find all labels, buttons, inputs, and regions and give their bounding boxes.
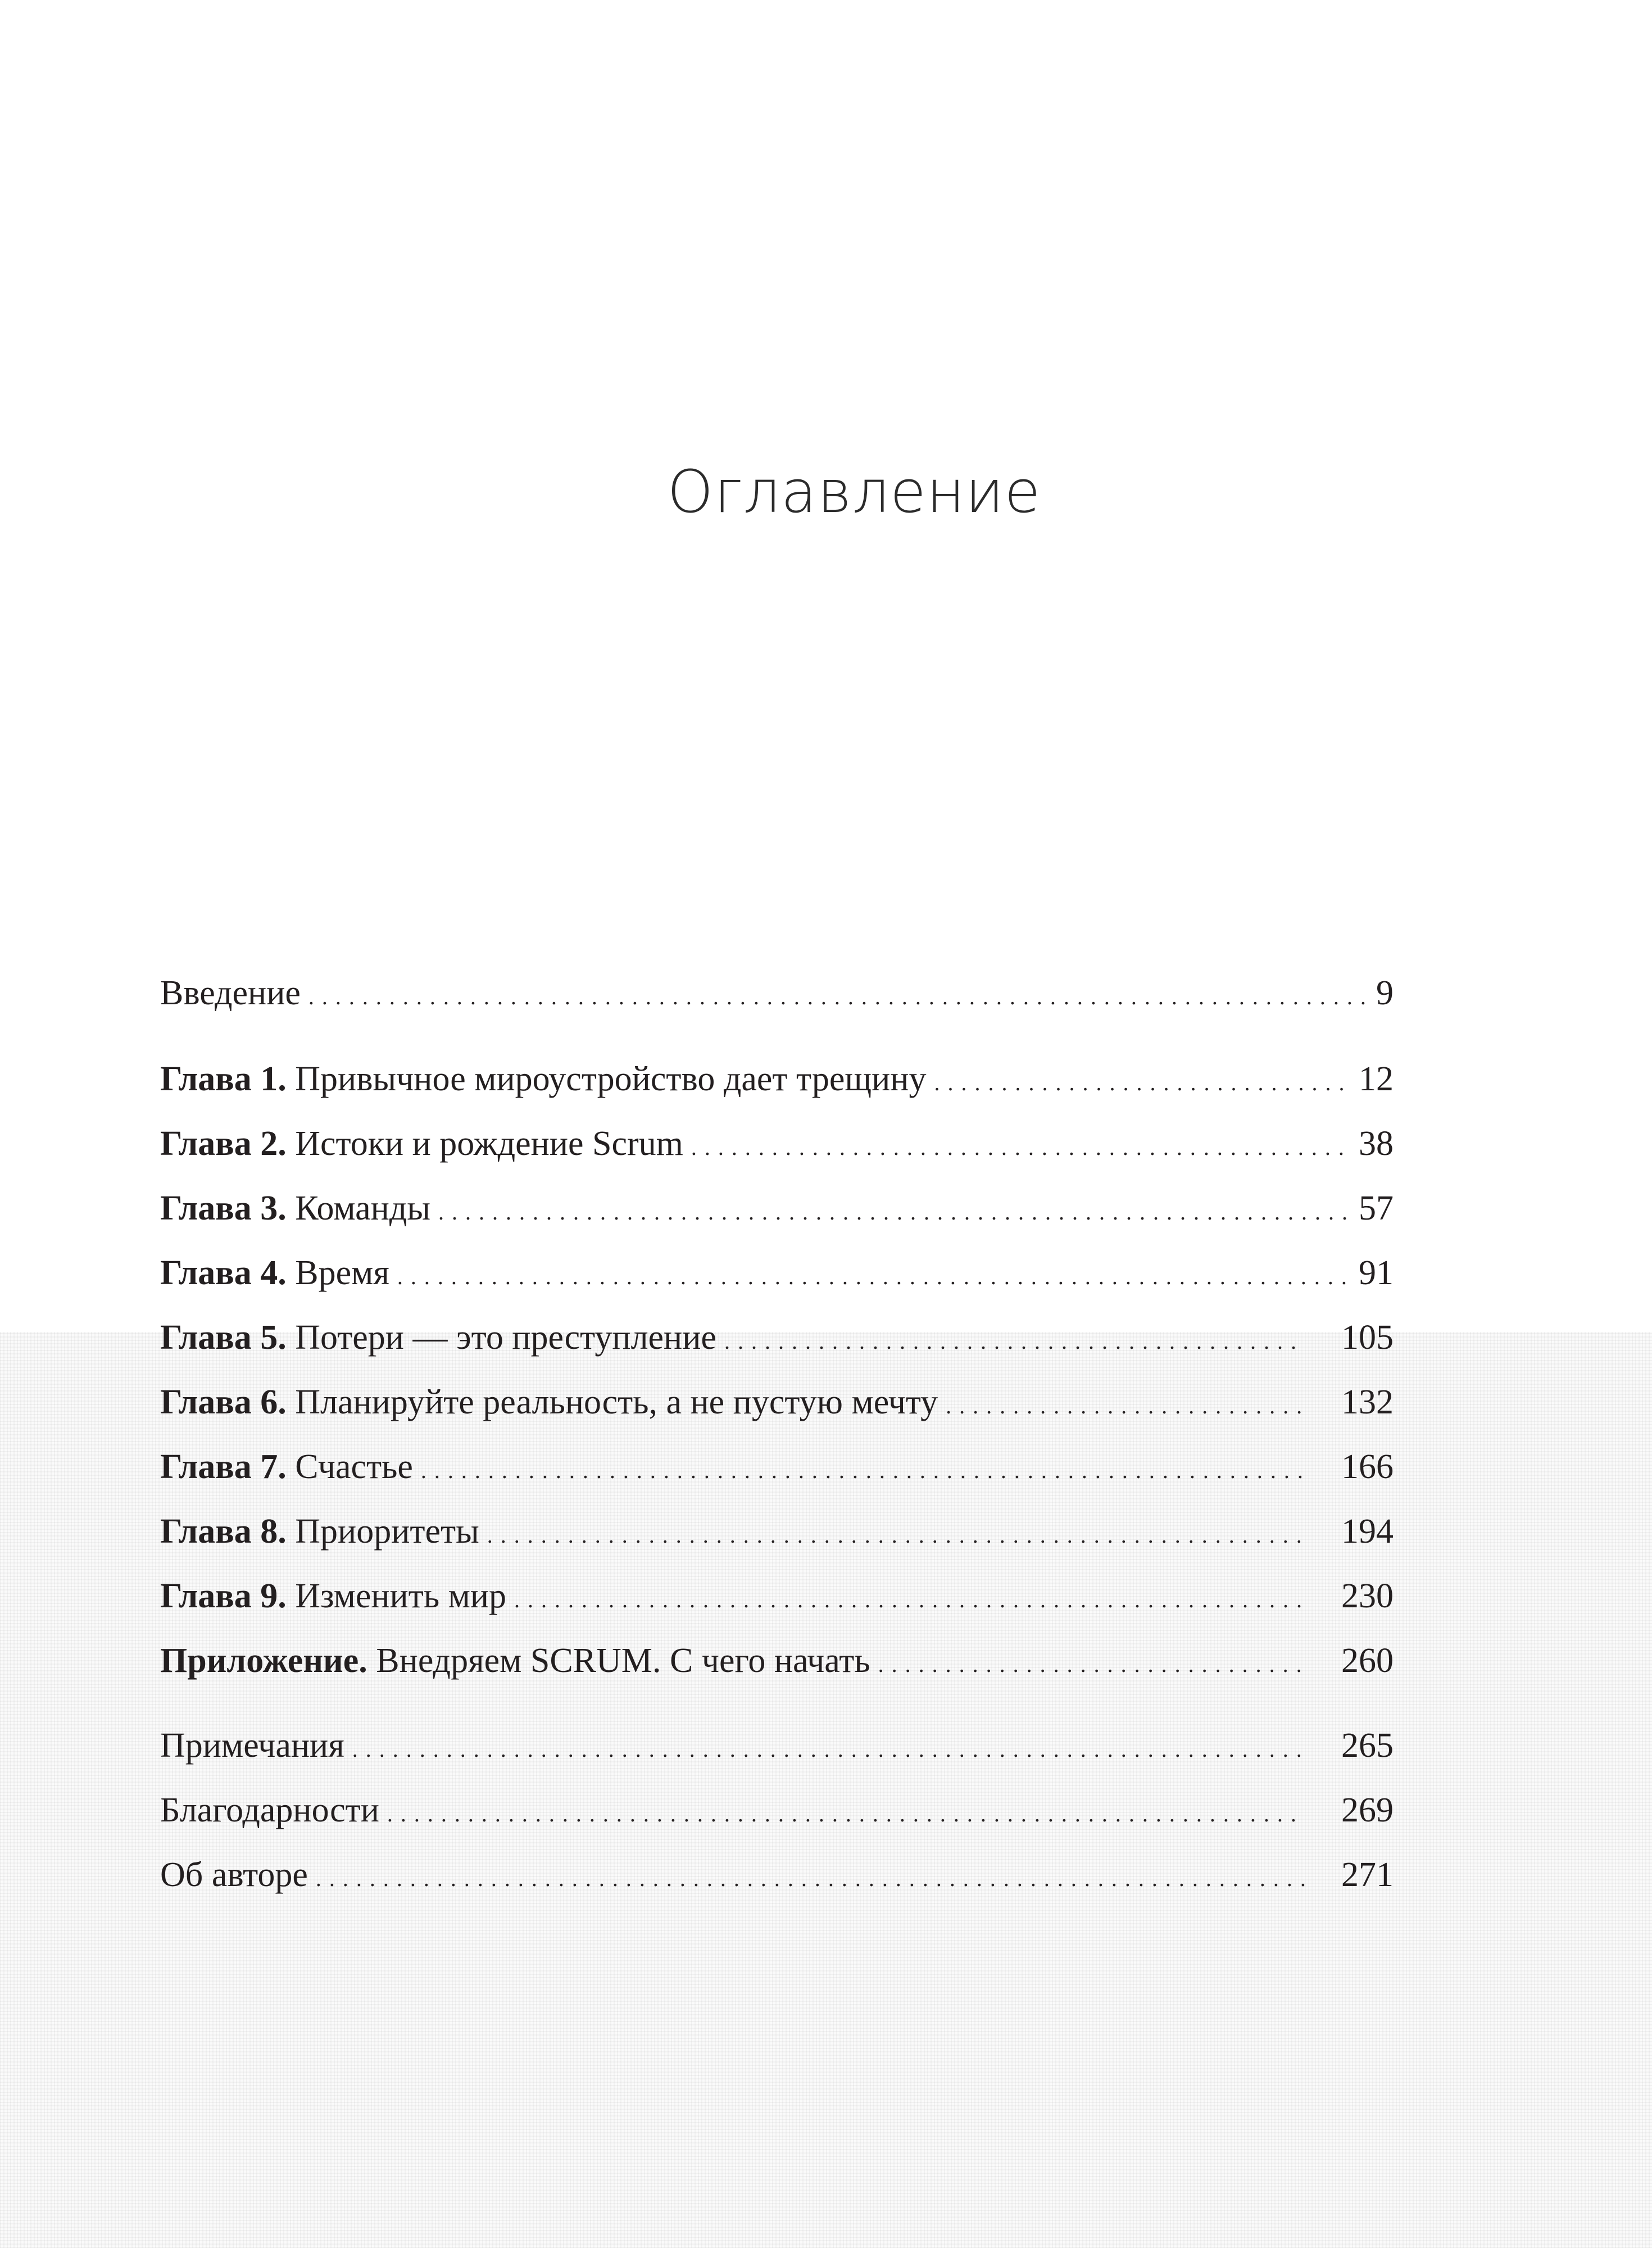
toc-entry-chapter-8[interactable]: [160, 1499, 1394, 1564]
toc-entry-about-author[interactable]: [160, 1843, 1394, 1907]
chapter-label: Глава 5.: [160, 1318, 287, 1357]
toc-entry-chapter-6[interactable]: [160, 1370, 1394, 1435]
toc-entry-chapter-2[interactable]: [160, 1112, 1394, 1176]
entry-text: Время: [295, 1254, 389, 1292]
appendix-label: Приложение.: [160, 1642, 367, 1680]
dot-leader: [387, 1778, 1305, 1846]
dot-leader: [352, 1714, 1305, 1782]
dot-leader: [308, 961, 1366, 1029]
page-number: 194: [1341, 1512, 1394, 1551]
dot-leader: [934, 1047, 1349, 1115]
page-title: Оглавление: [667, 457, 1041, 526]
entry-text: Приоритеты: [295, 1512, 479, 1551]
entry-title: [160, 1499, 479, 1564]
entry-title: [160, 1047, 926, 1112]
toc-entry-chapter-9[interactable]: [160, 1564, 1394, 1629]
entry-text: Примечания: [160, 1726, 344, 1765]
chapter-label: Глава 6.: [160, 1383, 287, 1421]
entry-text: Планируйте реальность, а не пустую мечту: [295, 1383, 938, 1421]
toc-entry-chapter-7[interactable]: [160, 1435, 1394, 1499]
chapter-label: Глава 7.: [160, 1448, 287, 1486]
chapter-label: Глава 8.: [160, 1512, 287, 1551]
entry-title: [160, 1241, 389, 1306]
toc-entry-notes[interactable]: [160, 1714, 1394, 1778]
page-number: 166: [1341, 1448, 1394, 1486]
page-number: 12: [1359, 1060, 1394, 1098]
chapter-label: Глава 4.: [160, 1254, 287, 1292]
table-of-contents: [160, 961, 1394, 1907]
entry-text: Об авторе: [160, 1856, 308, 1894]
page-number: 132: [1341, 1383, 1394, 1421]
entry-title: [160, 1112, 683, 1176]
page-number: 230: [1341, 1577, 1394, 1615]
toc-entry-introduction[interactable]: [160, 961, 1394, 1026]
entry-text: Потери — это преступление: [295, 1318, 716, 1357]
page-number: 271: [1341, 1856, 1394, 1894]
entry-title: [160, 1306, 716, 1370]
dot-leader: [946, 1370, 1305, 1438]
chapter-label: Глава 3.: [160, 1189, 287, 1227]
entry-title: [160, 1843, 308, 1907]
page-number: 38: [1359, 1125, 1394, 1163]
toc-entry-acknowledgements[interactable]: [160, 1778, 1394, 1843]
page-number: 265: [1341, 1726, 1394, 1765]
dot-leader: [514, 1564, 1305, 1632]
entry-text: Истоки и рождение Scrum: [295, 1125, 683, 1163]
dot-leader: [316, 1843, 1305, 1911]
page-number: 9: [1376, 974, 1394, 1012]
entry-text: Введение: [160, 974, 301, 1012]
entry-title: [160, 1176, 430, 1241]
toc-entry-chapter-4[interactable]: [160, 1241, 1394, 1306]
entry-text: Изменить мир: [295, 1577, 507, 1615]
chapter-label: Глава 9.: [160, 1577, 287, 1615]
entry-title: [160, 1714, 344, 1778]
dot-leader: [397, 1241, 1349, 1309]
entry-text: Счастье: [295, 1448, 413, 1486]
toc-entry-chapter-5[interactable]: [160, 1306, 1394, 1370]
dot-leader: [487, 1499, 1305, 1567]
toc-entry-chapter-1[interactable]: [160, 1047, 1394, 1112]
page-number: 260: [1341, 1642, 1394, 1680]
entry-text: Внедряем SCRUM. С чего начать: [376, 1642, 870, 1680]
chapter-label: Глава 1.: [160, 1060, 287, 1098]
chapter-label: Глава 2.: [160, 1125, 287, 1163]
entry-title: [160, 961, 301, 1026]
entry-title: [160, 1564, 506, 1629]
page-number: 57: [1359, 1189, 1394, 1227]
entry-title: [160, 1629, 870, 1693]
page-number: 105: [1341, 1318, 1394, 1357]
toc-entry-chapter-3[interactable]: [160, 1176, 1394, 1241]
entry-text: Благодарности: [160, 1791, 379, 1829]
entry-text: Привычное мироустройство дает трещину: [295, 1060, 927, 1098]
entry-title: [160, 1435, 413, 1499]
entry-text: Команды: [295, 1189, 431, 1227]
dot-leader: [421, 1435, 1305, 1503]
entry-title: [160, 1778, 379, 1843]
dot-leader: [438, 1176, 1349, 1244]
page-number: 269: [1341, 1791, 1394, 1829]
page-number: 91: [1359, 1254, 1394, 1292]
entry-title: [160, 1370, 938, 1435]
dot-leader: [878, 1629, 1305, 1697]
dot-leader: [691, 1112, 1349, 1180]
dot-leader: [724, 1306, 1305, 1374]
toc-entry-appendix[interactable]: [160, 1629, 1394, 1693]
